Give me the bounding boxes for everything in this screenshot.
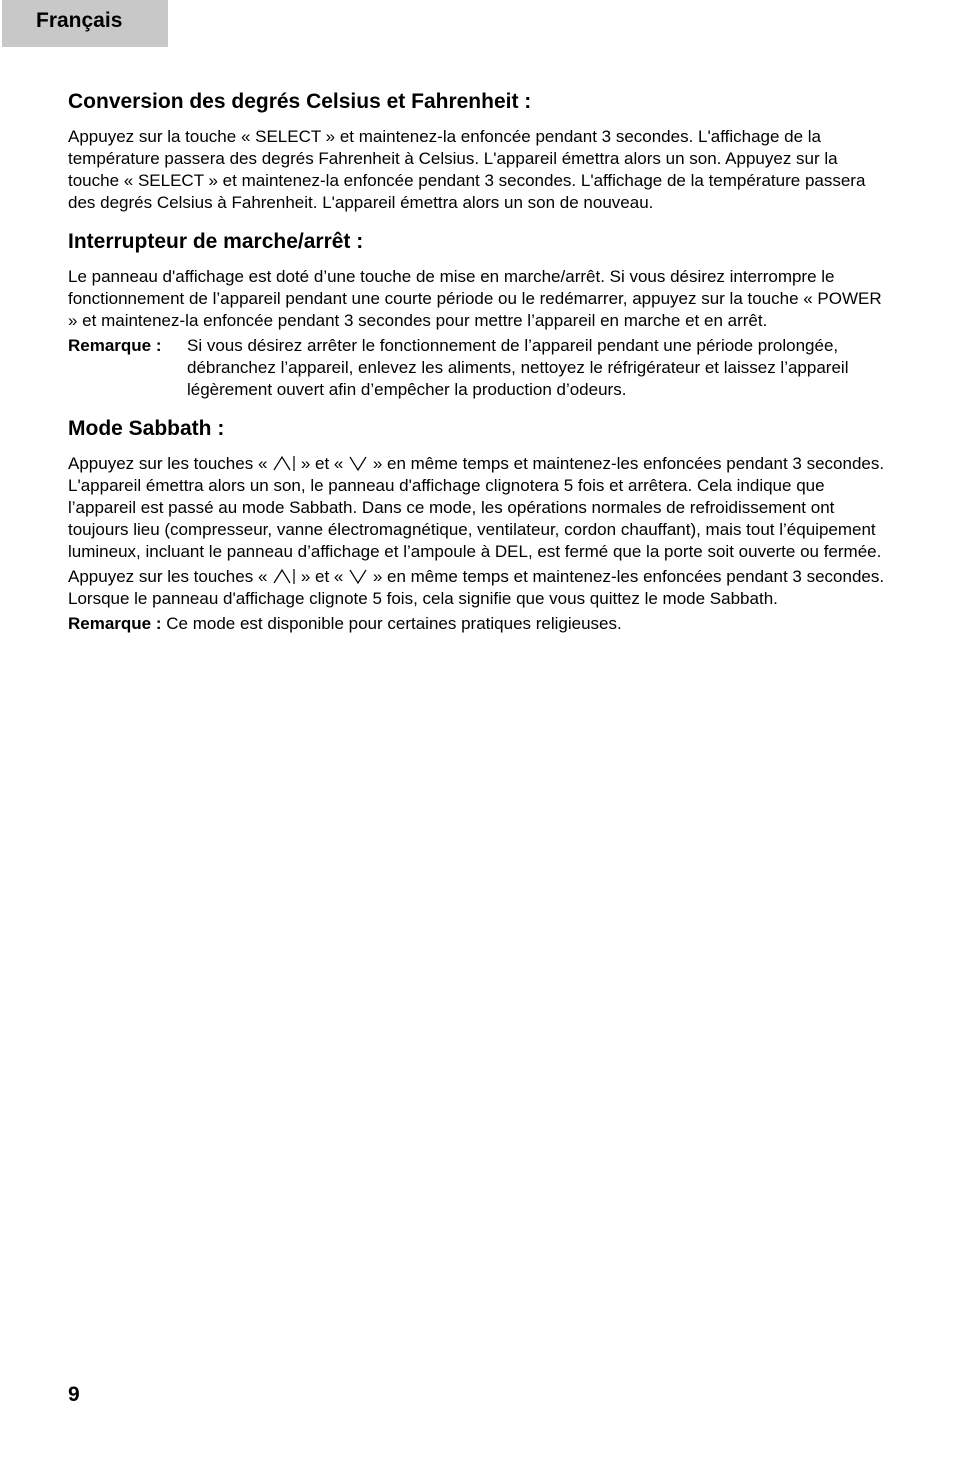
section-temperature-conversion bbox=[68, 88, 890, 214]
note-text: Si vous désirez arrêter le fonctionnement de l’appareil pendant une période prolongée, débranchez l’appareil, enlevez les aliments, nettoyez le réfrigérateur et laissez l’appareil légèrement ouvert afin d’empêcher la production d’odeurs. bbox=[187, 336, 849, 399]
up-chevron-bar-icon bbox=[272, 454, 296, 472]
section-title: Conversion des degrés Celsius et Fahrenheit : bbox=[68, 90, 532, 113]
note bbox=[68, 613, 890, 635]
section-title: Mode Sabbath : bbox=[68, 417, 225, 440]
text-run: Appuyez sur les touches « bbox=[68, 454, 273, 473]
down-chevron-icon bbox=[348, 454, 368, 472]
up-chevron-bar-icon bbox=[272, 567, 296, 585]
page-number: 9 bbox=[68, 1383, 80, 1406]
text-run: » en même temps et maintenez-les enfoncées pendant 3 secondes. Lorsque le panneau d'affichage clignote 5 fois, cela signifie que vous quittez le mode Sabbath. bbox=[68, 567, 885, 608]
section-title: Interrupteur de marche/arrêt : bbox=[68, 230, 364, 253]
section-power-switch bbox=[68, 228, 890, 401]
section-paragraph: Le panneau d'affichage est doté d’une touche de mise en marche/arrêt. Si vous désirez interrompre le fonctionnement de l’appareil pendant une courte période ou le redémarrer, appuyez sur la touche « POWER » et maintenez-la enfoncée pendant 3 secondes pour mettre l’appareil en marche et en arrêt. bbox=[68, 267, 882, 330]
language-label: Français bbox=[36, 9, 123, 32]
section-paragraph: Appuyez sur la touche « SELECT » et maintenez-la enfoncée pendant 3 secondes. L'affichage de la température passera des degrés Fahrenheit à Celsius. L'appareil émettra alors un son. Appuyez sur la touche « SELECT » et maintenez-la enfoncée pendant 3 secondes. L'affichage de la température passera des degrés Celsius à Fahrenheit. L'appareil émettra alors un son de nouveau. bbox=[68, 127, 866, 212]
text-run: » et « bbox=[296, 454, 349, 473]
text-run: Appuyez sur les touches « bbox=[68, 567, 273, 586]
text-run: » en même temps et maintenez-les enfoncées pendant 3 secondes. L'appareil émettra alors un son, le panneau d'affichage clignotera 5 fois et arrêtera. Cela indique que l’appareil est passé au mode Sabbath. Dans ce mode, les opérations normales de refroidissement ont toujours lieu (compresseur, vanne électromagnétique, ventilateur, cordon chauffant), mais tout l’équipement lumineux, incluant le panneau d’affichage et l’ampoule à DEL, est fermé que la porte soit ouverte ou fermée. bbox=[68, 454, 885, 561]
note-label: Remarque : bbox=[68, 614, 162, 633]
text-run: » et « bbox=[296, 567, 349, 586]
note-label: Remarque : bbox=[68, 336, 162, 355]
section-paragraph bbox=[68, 566, 890, 610]
section-paragraph bbox=[68, 453, 890, 563]
down-chevron-icon bbox=[348, 567, 368, 585]
language-tab bbox=[2, 0, 168, 47]
page-content bbox=[68, 88, 890, 649]
note bbox=[68, 335, 890, 401]
section-sabbath-mode bbox=[68, 415, 890, 635]
note-text: Ce mode est disponible pour certaines pratiques religieuses. bbox=[161, 614, 622, 633]
